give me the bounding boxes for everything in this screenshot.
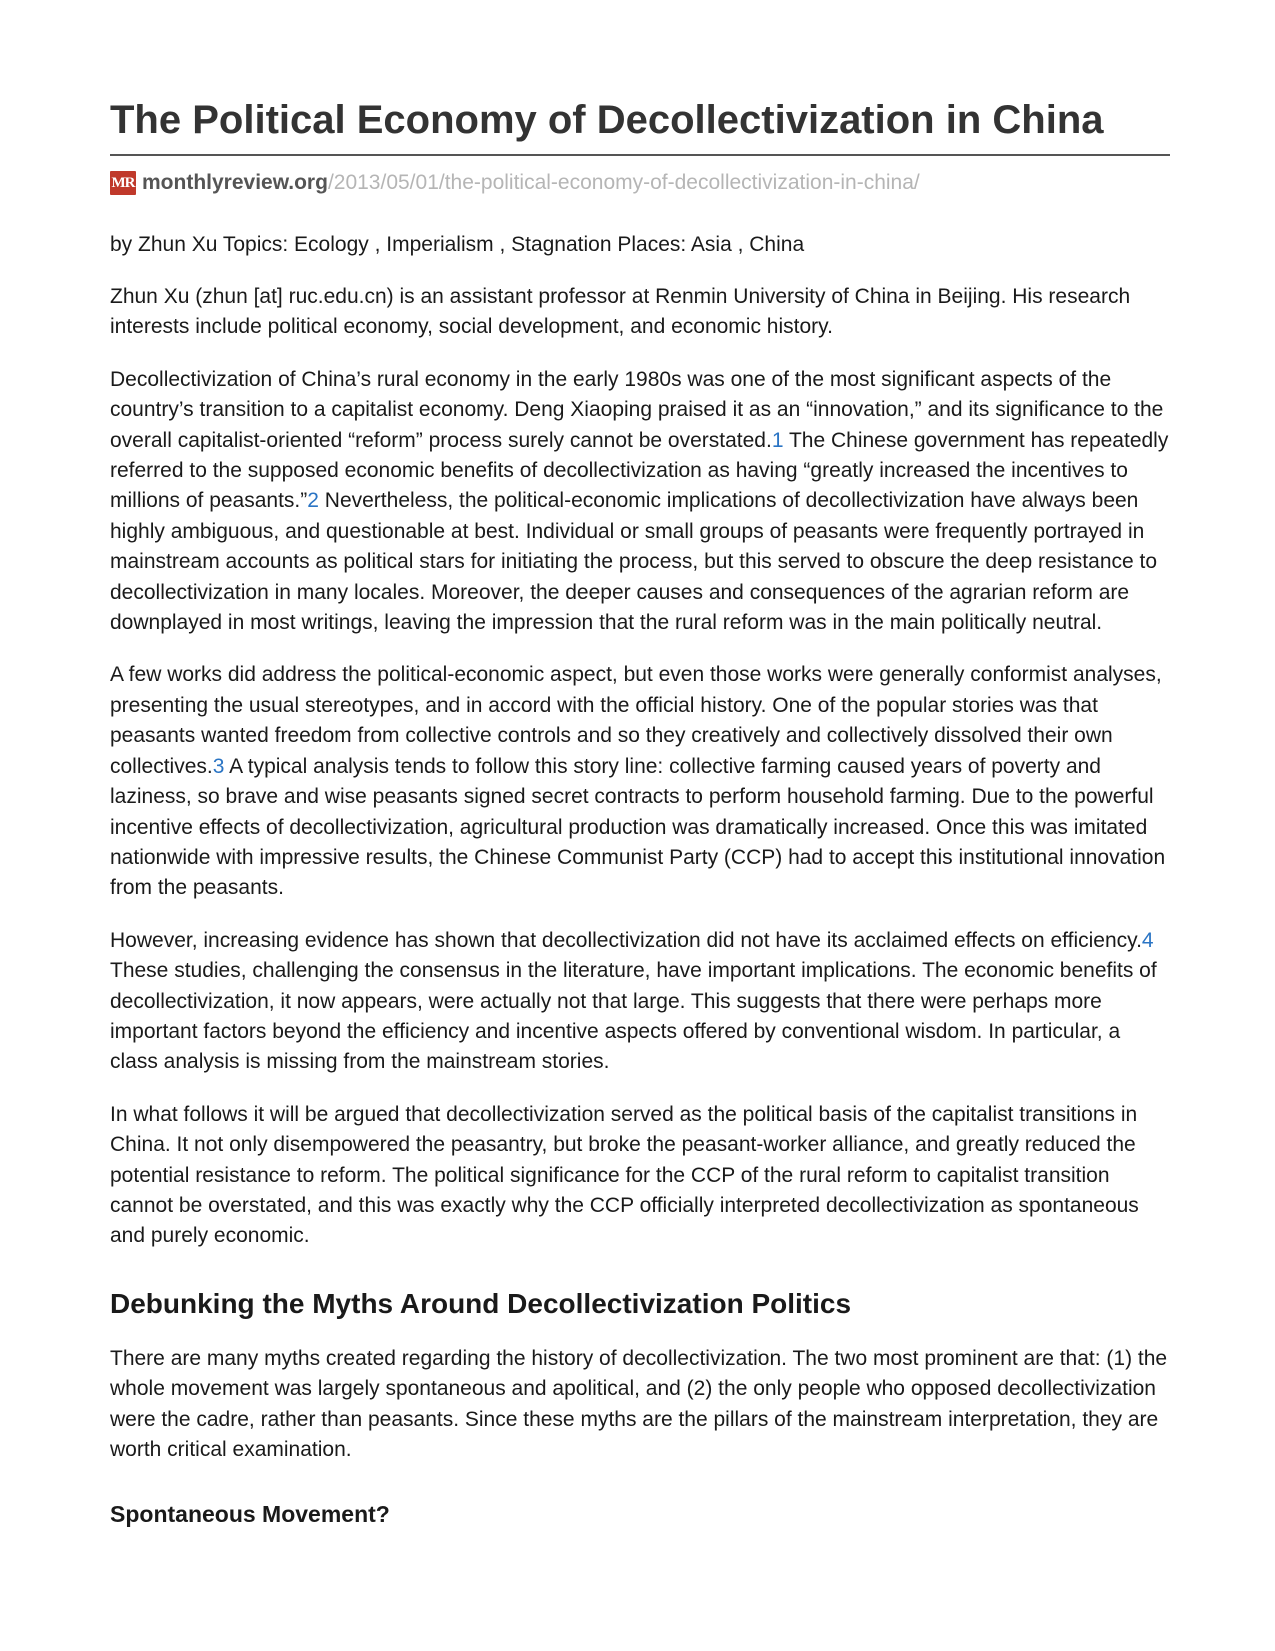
paragraph-4: In what follows it will be argued that decollectivization served as the political basis of the capitalist transitions in China. It not only disempowered the peasantry, but broke the peasant-worker alliance, and greatly reduced the potential resistance to reform. The political significance for the CCP of the rural reform to capitalist transition cannot be overstated, and this was exactly why the CCP officially interpreted decollectivization as spontaneous and purely economic. — [110, 1102, 1139, 1248]
monthly-review-logo-icon: MR — [110, 171, 136, 195]
author-bio: Zhun Xu (zhun [at] ruc.edu.cn) is an assistant professor at Renmin University of China in Beijing. His research interests include political economy, social development, and economic history. — [110, 285, 1131, 339]
paragraph-1 — [110, 365, 1170, 639]
source-line — [110, 170, 1170, 196]
article-title: The Political Economy of Decollectivization in China — [110, 96, 1170, 156]
paragraph-1-text-a: Decollectivization of China’s rural economy in the early 1980s was one of the most significant aspects of the country’s transition to a capitalist economy. Deng Xiaoping praised it as an “innovation,” and its significance to the overall capitalist-oriented “reform” process surely cannot be overstated. — [110, 367, 1164, 452]
source-domain-link[interactable]: monthlyreview.org — [142, 171, 328, 194]
paragraph-2-text-b: A typical analysis tends to follow this story line: collective farming caused years of poverty and laziness, so brave and wise peasants signed secret contracts to perform household farming. Due to the powerful incentive effects of decollectivization, agricultural production was dramatically increased. Once this was imitated nationwide with impressive results, the Chinese Communist Party (CCP) had to accept this institutional innovation from the peasants. — [110, 754, 1166, 900]
paragraph-2 — [110, 660, 1170, 903]
byline: by Zhun Xu Topics: Ecology , Imperialism , Stagnation Places: Asia , China — [110, 233, 805, 256]
paragraph-3 — [110, 926, 1170, 1078]
subsection-heading: Spontaneous Movement? — [110, 1501, 390, 1528]
article — [110, 96, 1170, 1529]
footnote-link-4[interactable]: 4 — [1141, 928, 1154, 952]
paragraph-2-text-a: A few works did address the political-economic aspect, but even those works were generally conformist analyses, presenting the usual stereotypes, and in accord with the official history. One of the popular stories was that peasants wanted freedom from collective controls and so they creatively and collectively dissolved their own collectives. — [110, 663, 1162, 778]
paragraph-1-text-c: Nevertheless, the political-economic implications of decollectivization have always been highly ambiguous, and questionable at best. Individual or small groups of peasants were frequently portrayed in mainstream accounts as political stars for initiating the process, but this served to obscure the deep resistance to decollectivization in many locales. Moreover, the deeper causes and consequences of the agrarian reform are downplayed in most writings, leaving the impression that the rural reform was in the main politically neutral. — [110, 489, 1158, 635]
footnote-link-3[interactable]: 3 — [212, 754, 225, 778]
source-path: /2013/05/01/the-political-economy-of-decollectivization-in-china/ — [327, 171, 920, 194]
paragraph-3-text-a: However, increasing evidence has shown that decollectivization did not have its acclaimed effects on efficiency. — [110, 928, 1142, 952]
paragraph-5: There are many myths created regarding the history of decollectivization. The two most prominent are that: (1) the whole movement was largely spontaneous and apolitical, and (2) the only people who opposed decollectivization were the cadre, rather than peasants. Since these myths are the pillars of the mainstream interpretation, they are worth critical examination. — [110, 1346, 1168, 1461]
footnote-link-1[interactable]: 1 — [771, 428, 784, 452]
paragraph-3-text-b: These studies, challenging the consensus in the literature, have important implications. The economic benefits of decollectivization, it now appears, were actually not that large. This suggests that there were perhaps more important factors beyond the efficiency and incentive aspects offered by conventional wisdom. In particular, a class analysis is missing from the mainstream stories. — [110, 959, 1157, 1074]
section-heading: Debunking the Myths Around Decollectivization Politics — [110, 1287, 852, 1319]
footnote-link-2[interactable]: 2 — [307, 489, 319, 513]
paragraph-1-text-b: The Chinese government has repeatedly referred to the supposed economic benefits of decollectivization as having “greatly increased the incentives to millions of peasants.” — [110, 428, 1169, 513]
